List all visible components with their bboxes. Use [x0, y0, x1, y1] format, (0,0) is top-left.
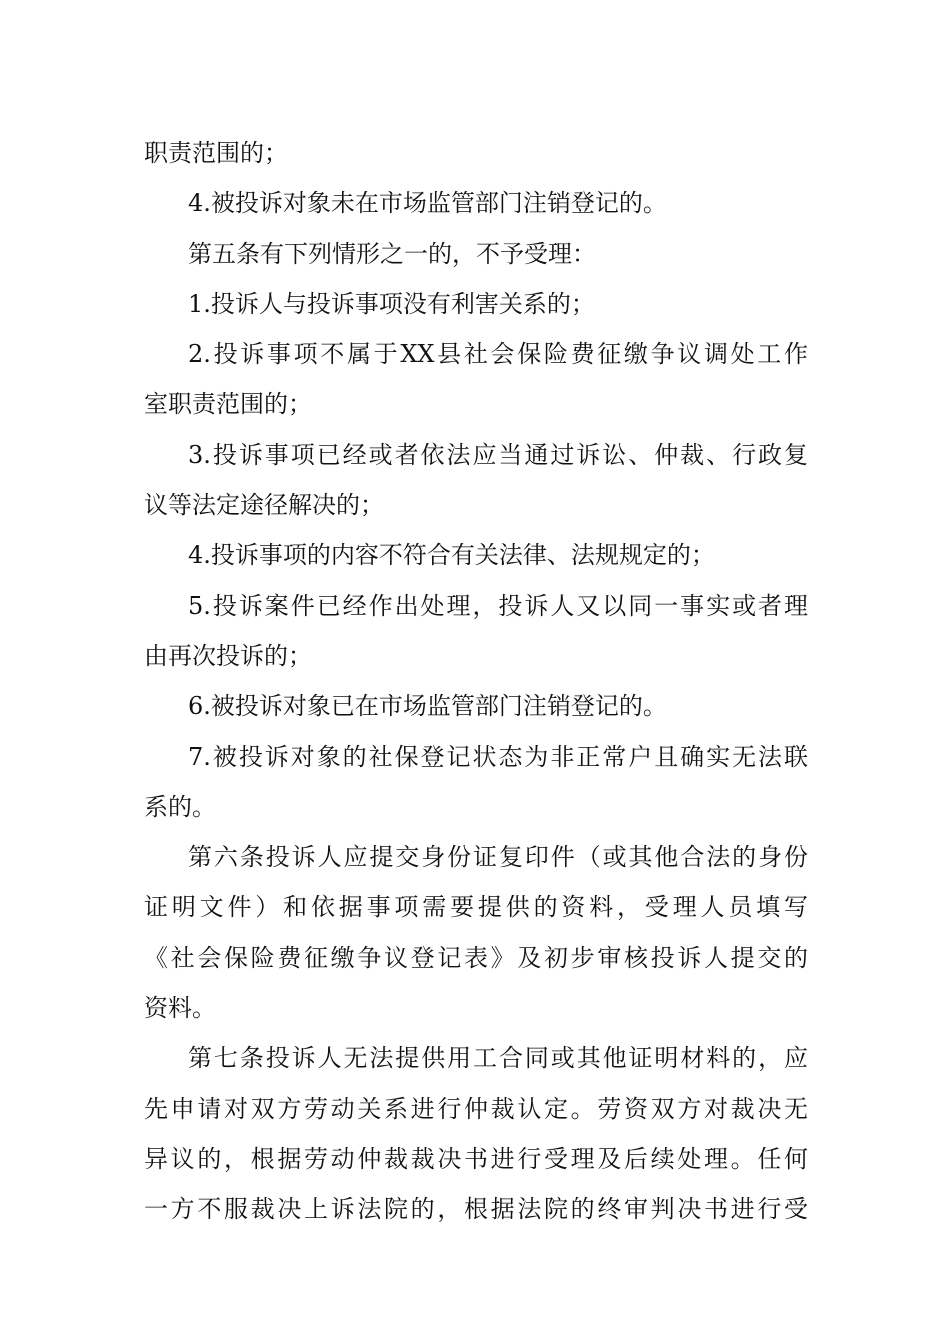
text-line: 系的。 — [144, 792, 216, 821]
text-line: 7.被投诉对象的社保登记状态为非正常户且确实无法联 — [188, 742, 808, 771]
section-heading-article-6: 第六条投诉人应提交身份证复印件（或其他合法的身份 — [188, 843, 808, 872]
text-line: 资料。 — [144, 994, 216, 1023]
text-line: 由再次投诉的； — [144, 641, 312, 670]
document-body — [144, 128, 808, 1235]
text-line: 4.被投诉对象未在市场监管部门注销登记的。 — [188, 189, 667, 218]
text-line: 3.投诉事项已经或者依法应当通过诉讼、仲裁、行政复 — [188, 440, 808, 469]
text-line: 先申请对双方劳动关系进行仲裁认定。劳资双方对裁决无 — [144, 1094, 808, 1123]
text-line: 2.投诉事项不属于XX县社会保险费征缴争议调处工作 — [188, 340, 808, 369]
text-line: 职责范围的； — [144, 139, 288, 167]
text-line: 《社会保险费征缴争议登记表》及初步审核投诉人提交的 — [144, 943, 808, 972]
text-line: 5.投诉案件已经作出处理，投诉人又以同一事实或者理 — [188, 591, 808, 620]
text-line: 6.被投诉对象已在市场监管部门注销登记的。 — [188, 692, 667, 721]
section-heading-article-7: 第七条投诉人无法提供用工合同或其他证明材料的，应 — [188, 1044, 808, 1073]
text-line: 证明文件）和依据事项需要提供的资料，受理人员填写 — [144, 893, 808, 922]
text-line: 议等法定途径解决的； — [144, 491, 384, 520]
text-line: 4.投诉事项的内容不符合有关法律、法规规定的； — [188, 541, 715, 570]
text-line: 1.投诉人与投诉事项没有利害关系的； — [188, 289, 595, 318]
text-line: 一方不服裁决上诉法院的，根据法院的终审判决书进行受 — [144, 1195, 808, 1224]
section-heading-article-5: 第五条有下列情形之一的，不予受理： — [188, 239, 596, 268]
text-line: 室职责范围的； — [144, 390, 312, 419]
text-line: 异议的，根据劳动仲裁裁决书进行受理及后续处理。任何 — [144, 1144, 808, 1173]
